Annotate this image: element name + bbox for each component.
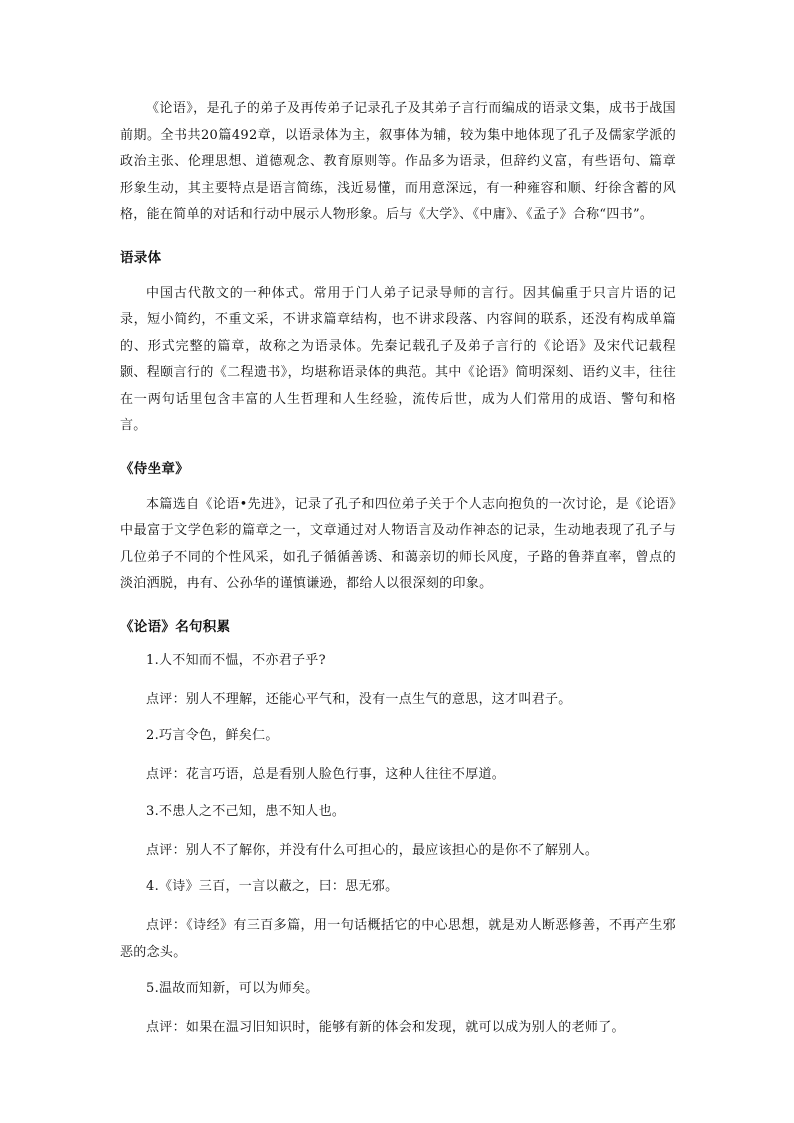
quote-comment: 点评：别人不理解，还能心平气和，没有一点生气的意思，这才叫君子。 [146, 691, 572, 707]
quotes-list [120, 650, 676, 1042]
quote-item [120, 801, 676, 865]
quote-text: 3.不患人之不己知，患不知人也。 [146, 803, 346, 819]
quotes-heading: 《论语》名句积累 [120, 618, 231, 635]
quote-comment: 点评：花言巧语，总是看别人脸色行事，这种人往往不厚道。 [146, 767, 506, 782]
section-paragraph-shizuo: 本篇选自《论语•先进》，记录了孔子和四位弟子关于个人志向抱负的一次讨论，是《论语》中最富于文学色彩的篇章之一，文章通过对人物语言及动作神态的记录，生动地表现了孔子与几位弟子不同的个性风采，如孔子循循善诱、和蔼亲切的师长风度，子路的鲁莽直率，曾点的淡泊洒脱，冉有、公孙华的谨慎谦逊，都给人以很深刻的印象。 [120, 496, 676, 591]
section-paragraph-yulu: 中国古代散文的一种体式。常用于门人弟子记录导师的言行。因其偏重于只言片语的记录，短小简约，不重文采，不讲求篇章结构，也不讲求段落、内容间的联系，还没有构成单篇的、形式完整的篇章，故称之为语录体。先秦记载孔子及弟子言行的《论语》及宋代记载程颢、程颐言行的《二程遗书》，均堪称语录体的典范。其中《论语》简明深刻、语约义丰，往往在一两句话里包含丰富的人生哲理和人生经验，流传后世，成为人们常用的成语、警句和格言。 [120, 285, 676, 433]
quote-item [120, 876, 676, 966]
quote-text: 1.人不知而不愠，不亦君子乎? [146, 652, 326, 668]
quote-text: 5.温故而知新，可以为师矣。 [146, 981, 319, 996]
quote-comment: 点评：如果在温习旧知识时，能够有新的体会和发现，就可以成为别人的老师了。 [146, 1020, 625, 1035]
section-heading-shizuo: 《侍坐章》 [120, 460, 189, 477]
quote-text: 4.《诗》三百，一言以蔽之，曰：思无邪。 [146, 879, 399, 894]
quote-text: 2.巧言令色，鲜矣仁。 [146, 728, 279, 743]
section-heading-yulu: 语录体 [120, 249, 162, 266]
quote-comment: 点评：别人不了解你，并没有什么可担心的，最应该担心的是你不了解别人。 [146, 842, 599, 858]
quote-item [120, 725, 676, 789]
quote-item [120, 978, 676, 1042]
quote-comment: 点评：《诗经》有三百多篇，用一句话概括它的中心思想，就是劝人断恶修善，不再产生邪恶的念头。 [120, 918, 676, 960]
intro-paragraph: 《论语》，是孔子的弟子及再传弟子记录孔子及其弟子言行而编成的语录文集，成书于战国前期。全书共20篇492章，以语录体为主，叙事体为辅，较为集中地体现了孔子及儒家学派的政治主张、伦理思想、道德观念、教育原则等。作品多为语录，但辞约义富，有些语句、篇章形象生动，其主要特点是语言简练，浅近易懂，而用意深远，有一种雍容和顺、纡徐含蓄的风格，能在简单的对话和行动中展示人物形象。后与《大学》、《中庸》、《孟子》合称“四书”。 [120, 101, 676, 222]
quote-item [120, 650, 676, 714]
